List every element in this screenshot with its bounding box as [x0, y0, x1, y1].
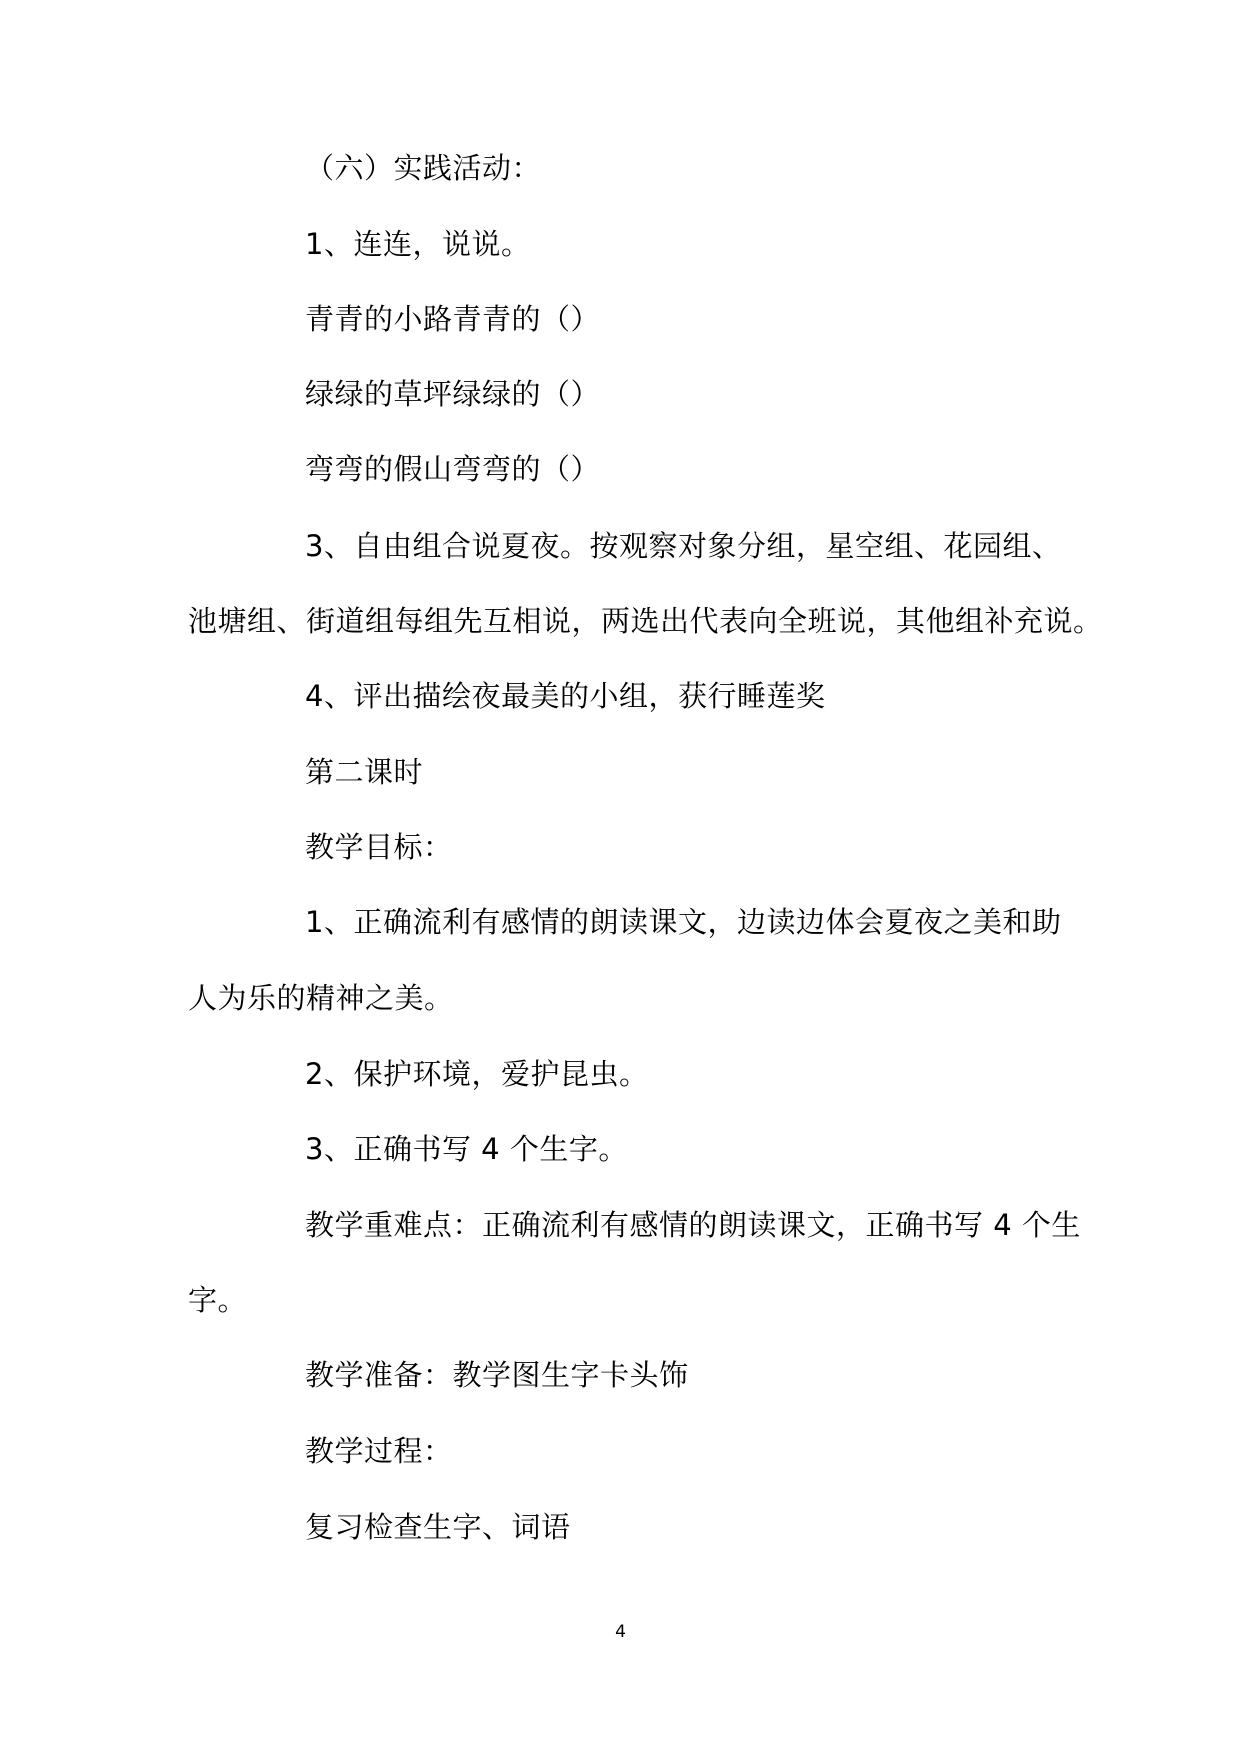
- text-line: 3、正确书写 4 个生字。: [305, 1132, 628, 1166]
- text-line: 教学准备：教学图生字卡头饰: [305, 1358, 689, 1392]
- text-line: 教学过程：: [305, 1434, 453, 1468]
- text-line: 池塘组、街道组每组先互相说，两选出代表向全班说，其他组补充说。: [188, 604, 1103, 638]
- text-line: 人为乐的精神之美。: [188, 981, 454, 1015]
- text-line: 青青的小路青青的（）: [305, 302, 601, 336]
- text-line: 4、评出描绘夜最美的小组，获行睡莲奖: [305, 679, 826, 713]
- text-line: 教学目标：: [305, 830, 453, 864]
- text-line: 3、自由组合说夏夜。按观察对象分组，星空组、花园组、: [305, 529, 1062, 563]
- text-line: （六）实践活动：: [305, 151, 542, 185]
- text-line: 弯弯的假山弯弯的（）: [305, 452, 601, 486]
- page-number: 4: [615, 1622, 626, 1642]
- text-line: 字。: [188, 1283, 248, 1317]
- text-line: 1、正确流利有感情的朗读课文，边读边体会夏夜之美和助: [305, 905, 1062, 939]
- text-line: 2、保护环境，爱护昆虫。: [305, 1057, 649, 1091]
- text-line: 教学重难点：正确流利有感情的朗读课文，正确书写 4 个生: [305, 1208, 1081, 1242]
- text-line: 1、连连，说说。: [305, 227, 531, 261]
- text-line: 复习检查生字、词语: [305, 1510, 571, 1544]
- text-line: 第二课时: [305, 755, 424, 789]
- text-line: 绿绿的草坪绿绿的（）: [305, 377, 601, 411]
